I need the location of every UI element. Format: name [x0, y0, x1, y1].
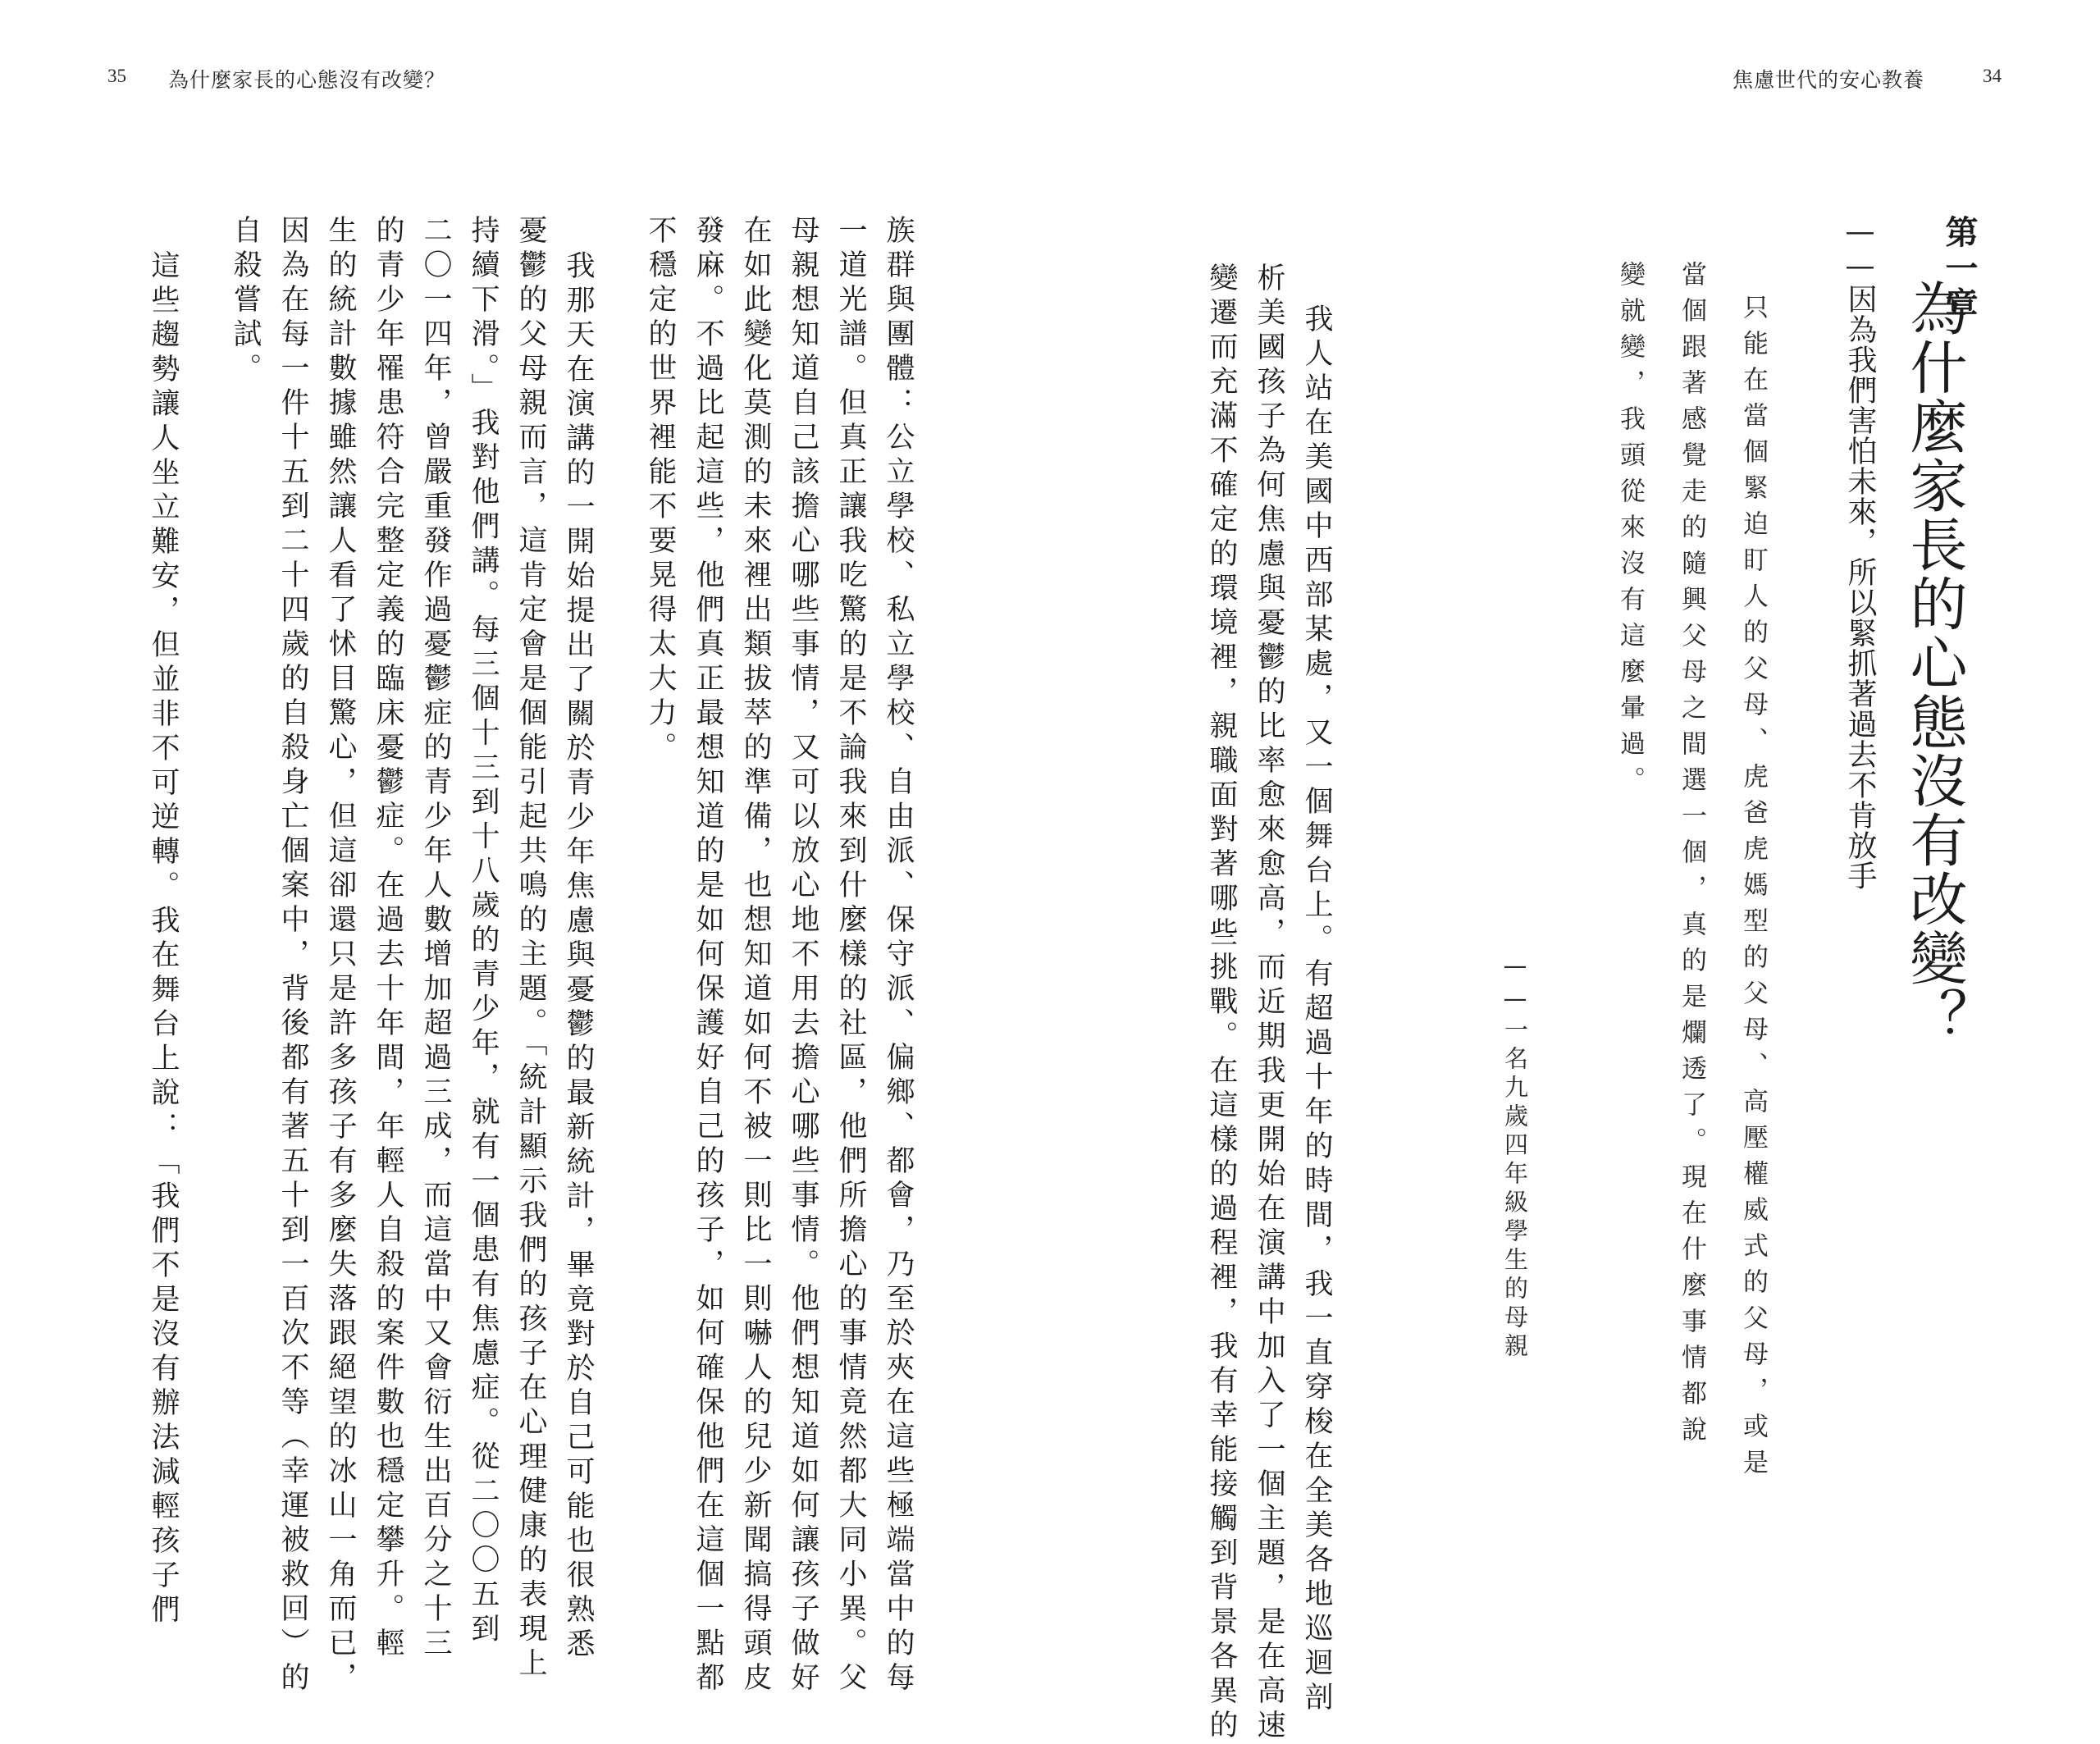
epigraph-line: 只能在當個緊迫盯人的父母、虎爸虎媽型的父母、高壓權威式的父母，或是 — [1738, 294, 1768, 1485]
epigraph-line: 當個跟著感覺走的隨興父母之間選一個，真的是爛透了。現在什麼事情都說 — [1677, 261, 1706, 1452]
body-line: 母親想知道自己該擔心哪些事情，又可以放心地不用去擔心哪些事情。他們想知道如何讓孩子做好 — [787, 215, 819, 1696]
chapter-title: 為什麼家長的心態沒有改變？ — [1901, 279, 1968, 1047]
epigraph-attribution: ——一名九歲四年級學生的母親 — [1501, 952, 1529, 1362]
left-running-head: 為什麼家長的心態沒有改變？ — [168, 68, 446, 92]
body-line: 發麻。不過比起這些，他們真正最想知道的是如何保護好自己的孩子，如何確保他們在這個一點都 — [692, 215, 724, 1696]
body-line: 的青少年罹患符合完整定義的臨床憂鬱症。在過去十年間，年輕人自殺的案件數也穩定攀升。輕 — [372, 215, 404, 1662]
body-line: 在如此變化莫測的未來裡出類拔萃的準備，也想知道如何不被一則比一則嚇人的兒少新聞搞得頭皮 — [739, 215, 772, 1696]
body-line: 變遷而充滿不確定的環境裡，親職面對著哪些挑戰。在這樣的過程裡，我有幸能接觸到背景各異的 — [1205, 263, 1238, 1744]
right-page-number: 34 — [1983, 66, 2002, 86]
body-line: 二〇一四年，曾嚴重發作過憂鬱症的青少年人數增加超過三成，而這當中又會衍生出百分之十三 — [419, 215, 452, 1662]
body-line: 析美國孩子為何焦慮與憂鬱的比率愈來愈高，而近期我更開始在演講中加入了一個主題，是在高速 — [1253, 263, 1285, 1744]
body-line: 一道光譜。但真正讓我吃驚的是不論我來到什麼樣的社區，他們所擔心的事情竟然都大同小異。父 — [834, 215, 867, 1696]
body-line: 持續下滑。」我對他們講。每三個十三到十八歲的青少年，就有一個患有焦慮症。從二〇〇五到 — [467, 215, 500, 1648]
body-line: 這些趨勢讓人坐立難安，但並非不可逆轉。我在舞台上說：「我們不是沒有辦法減輕孩子們 — [147, 250, 180, 1628]
body-line: 我那天在演講的一開始提出了關於青少年焦慮與憂鬱的最新統計，畢竟對於自己可能也很熟悉 — [562, 250, 595, 1663]
epigraph-line: 變就變，我頭從來沒有這麼暈過。 — [1615, 261, 1645, 802]
body-line: 自殺嘗試。 — [229, 215, 262, 387]
body-line: 族群與團體：公立學校、私立學校、自由派、保守派、偏鄉、都會，乃至於夾在這些極端當中的每 — [882, 215, 915, 1696]
left-page-number: 35 — [107, 66, 126, 86]
body-line: 生的統計數據雖然讓人看了怵目驚心，但這卻還只是許多孩子有多麼失落跟絕望的冰山一角而已， — [324, 215, 357, 1696]
right-running-head: 焦慮世代的安心教養 — [1732, 68, 1925, 92]
body-line: 因為在每一件十五到二十四歲的自殺身亡個案中，背後都有著五十到一百次不等（幸運被救回）的 — [276, 215, 309, 1696]
chapter-label: 第一章 — [1940, 215, 1979, 323]
chapter-subtitle: ——因為我們害怕未來，所以緊抓著過去不肯放手 — [1843, 215, 1877, 891]
body-line: 憂鬱的父母親而言，這肯定會是個能引起共鳴的主題。「統計顯示我們的孩子在心理健康的表現上 — [514, 215, 547, 1682]
body-line: 不穩定的世界裡能不要晃得太大力。 — [644, 215, 677, 766]
body-line: 我人站在美國中西部某處，又一個舞台上。有超過十年的時間，我一直穿梭在全美各地巡迴剖 — [1300, 304, 1333, 1716]
